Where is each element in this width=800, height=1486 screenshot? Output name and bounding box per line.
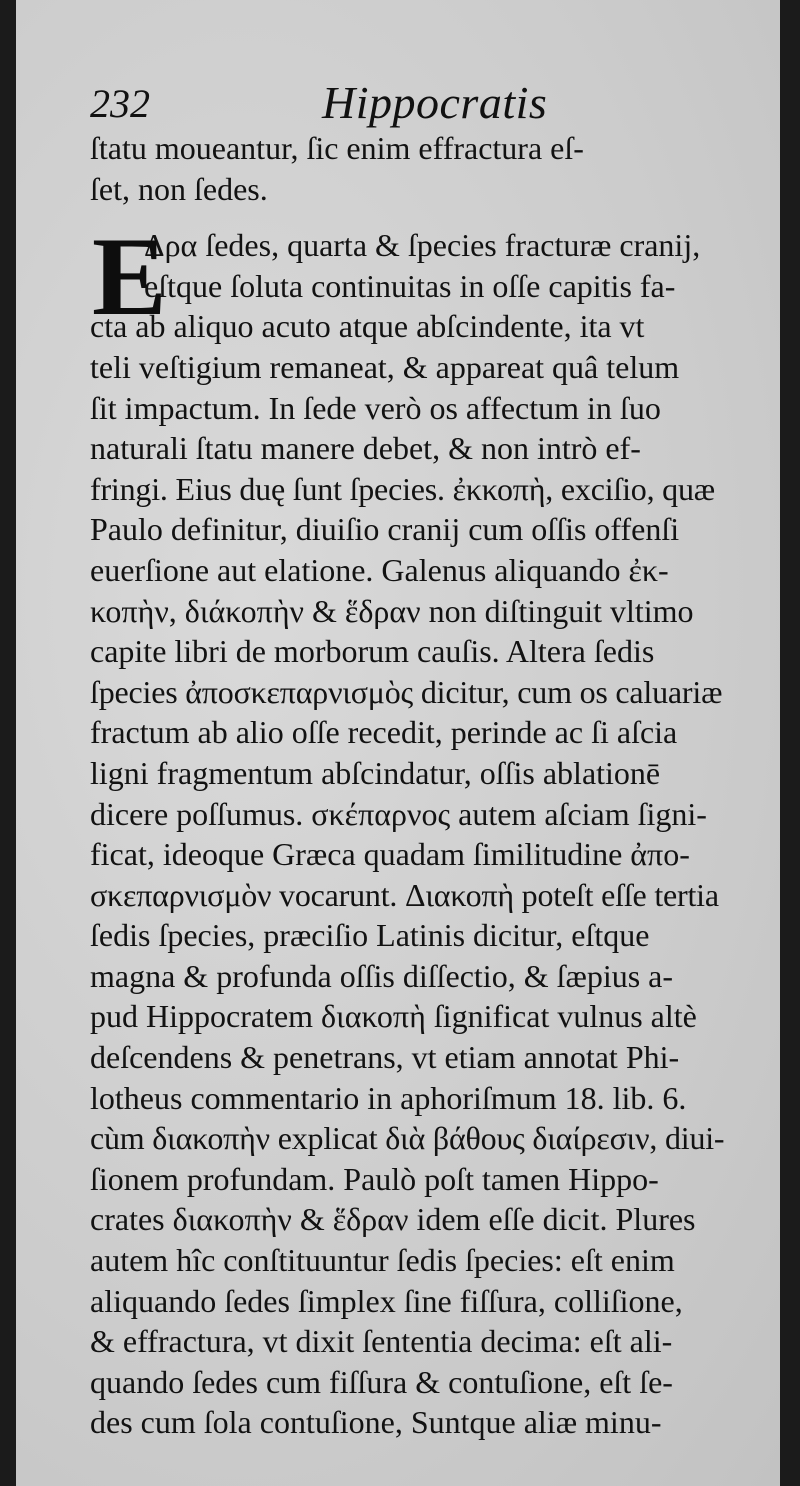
text-line: quando ſedes cum fiſſura & contuſione, eſt ſe- xyxy=(90,1363,673,1400)
text-line: ficat, ideoque Græca quadam ſimilitudine ἀπο- xyxy=(90,836,690,873)
text-line: ligni fragmentum abſcindatur, oſſis ablationē xyxy=(90,754,661,791)
text-line: ſet, non ſedes. xyxy=(90,170,268,207)
text-line: teli veſtigium remaneat, & appareat quâ telum xyxy=(90,348,680,385)
page-header xyxy=(90,77,730,130)
text-line: dicere poſſumus. σκέπαρνος autem aſciam ſigni- xyxy=(90,795,707,832)
text-line: des cum ſola contuſione, Suntque aliæ minu- xyxy=(90,1404,662,1441)
text-line: pud Hippocratem διακοπὴ ſignificat vulnus altè xyxy=(90,998,697,1035)
text-line: deſcendens & penetrans, vt etiam annotat Phi- xyxy=(90,1039,680,1076)
text-line: cùm διακοπὴν explicat διὰ βάθους διαίρεσιν, diui- xyxy=(90,1120,725,1157)
paragraph xyxy=(90,215,738,1443)
page-number: 232 xyxy=(90,81,150,126)
text-line: ſionem profundam. Paulò poſt tamen Hippo- xyxy=(90,1160,659,1197)
body-text xyxy=(90,128,738,1443)
drop-cap: E xyxy=(92,215,167,340)
text-line: magna & profunda oſſis diſſectio, & ſæpius a- xyxy=(90,957,674,994)
text-line: σκεπαρνισμὸν vocarunt. Διακοπὴ poteſt eſſe tertia xyxy=(90,876,719,913)
text-line: autem hîc conſtituuntur ſedis ſpecies: eſt enim xyxy=(90,1242,675,1279)
text-line: fractum ab alio oſſe recedit, perinde ac ſi aſcia xyxy=(90,714,678,751)
text-line: aliquando ſedes ſimplex ſine fiſſura, colliſione, xyxy=(90,1282,683,1319)
book-page xyxy=(16,0,780,1486)
text-line: naturali ſtatu manere debet, & non intrò ef- xyxy=(90,430,641,467)
text-line: ſtatu moueantur, ſic enim effractura eſ- xyxy=(90,130,584,166)
text-line: κοπὴν, διάκοπὴν & ἕδραν non diſtinguit vltimo xyxy=(90,592,694,629)
running-title: Hippocratis xyxy=(322,77,548,128)
text-line: euerſione aut elatione. Galenus aliquando ἐκ- xyxy=(90,551,669,588)
text-line: ſit impactum. In ſede verò os affectum in ſuo xyxy=(90,389,661,426)
text-line: eſtque ſoluta continuitas in oſſe capitis fa- xyxy=(144,267,676,304)
text-line: Paulo definitur, diuiſio cranij cum oſſis offenſi xyxy=(90,511,680,548)
text-line: capite libri de morborum cauſis. Altera ſedis xyxy=(90,633,655,670)
text-line: ſedis ſpecies, præciſio Latinis dicitur, eſtque xyxy=(90,917,650,954)
text-line: crates διακοπὴν & ἕδραν idem eſſe dicit. Plures xyxy=(90,1201,696,1238)
text-line: & effractura, vt dixit ſententia decima: eſt ali- xyxy=(90,1323,673,1360)
text-line: ſpecies ἀποσκεπαρνισμὸς dicitur, cum os caluariæ xyxy=(90,673,723,710)
text-line: Δρα ſedes, quarta & ſpecies fracturæ cranij, xyxy=(144,227,701,264)
text-line: cta ab aliquo acuto atque abſcindente, ita vt xyxy=(90,308,645,345)
text-line: fringi. Eius duę ſunt ſpecies. ἐκκοπὴ, exciſio, quæ xyxy=(90,470,715,507)
text-line: lotheus commentario in aphoriſmum 18. lib. 6. xyxy=(90,1079,687,1116)
